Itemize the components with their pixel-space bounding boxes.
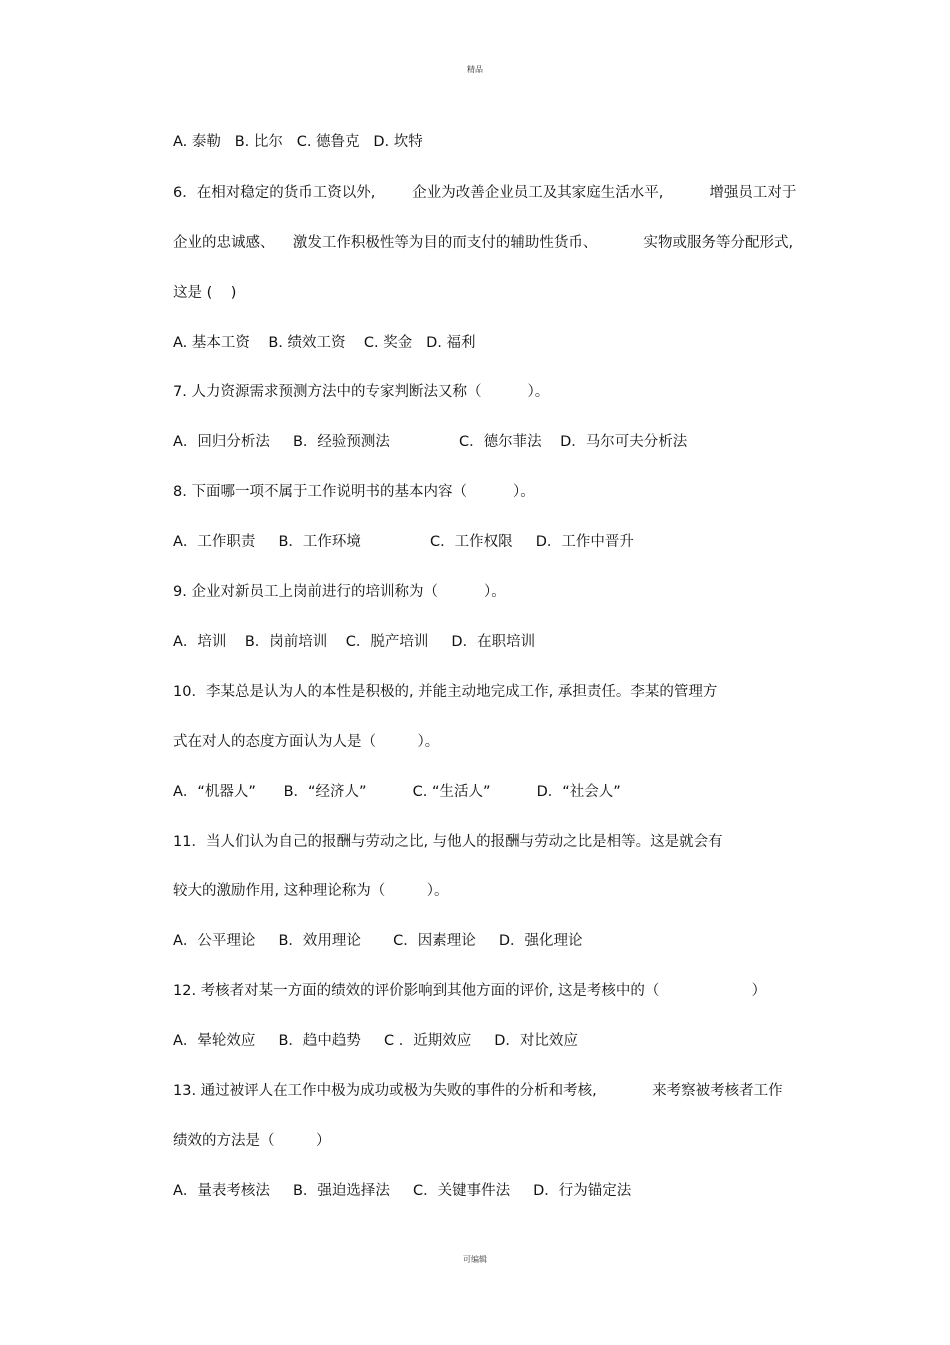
question-13-stem-line-2: 绩效的方法是（ ） xyxy=(173,1133,331,1149)
question-11-stem-line-1: 11．当人们认为自己的报酬与劳动之比, 与他人的报酬与劳动之比是相等。这是就会有 xyxy=(173,834,723,850)
question-10-stem-line-1: 10．李某总是认为人的本性是积极的, 并能主动地完成工作, 承担责任。李某的管理方 xyxy=(173,684,718,700)
question-8-stem: 8. 下面哪一项不属于工作说明书的基本内容（ ）。 xyxy=(173,484,535,500)
page-header: 精品 xyxy=(467,65,483,74)
question-12-options: A．晕轮效应 B．趋中趋势 C ．近期效应 D．对比效应 xyxy=(173,1033,578,1049)
question-11-stem-line-2: 较大的激励作用, 这种理论称为（ ）。 xyxy=(173,883,449,899)
question-13-stem-line-1: 13. 通过被评人在工作中极为成功或极为失败的事件的分析和考核, 来考察被考核者工作 xyxy=(173,1083,783,1099)
question-9-options: A．培训 B．岗前培训 C．脱产培训 D．在职培训 xyxy=(173,634,536,650)
question-6-stem-line-3: 这是 ( ) xyxy=(173,285,237,301)
question-6-stem-line-2: 企业的忠诚感、 激发工作积极性等为目的而支付的辅助性货币、 实物或服务等分配形式, xyxy=(173,235,794,251)
question-12-stem: 12. 考核者对某一方面的绩效的评价影响到其他方面的评价, 这是考核中的（ ） xyxy=(173,983,767,999)
question-7-options: A．回归分析法 B．经验预测法 C．德尔菲法 D．马尔可夫分析法 xyxy=(173,434,688,450)
page-footer: 可编辑 xyxy=(463,1255,487,1264)
question-10-stem-line-2: 式在对人的态度方面认为人是（ ）。 xyxy=(173,734,440,750)
question-6-stem-line-1: 6．在相对稳定的货币工资以外, 企业为改善企业员工及其家庭生活水平, 增强员工对于 xyxy=(173,185,797,201)
question-10-options: A．“机器人” B．“经济人” C. “生活人” D．“社会人” xyxy=(173,784,621,800)
question-6-options: A. 基本工资 B. 绩效工资 C. 奖金 D. 福利 xyxy=(173,335,476,351)
question-5-options: A. 泰勒 B. 比尔 C. 德鲁克 D. 坎特 xyxy=(173,134,423,150)
question-13-options: A．量表考核法 B．强迫选择法 C．关键事件法 D．行为锚定法 xyxy=(173,1183,632,1199)
question-11-options: A．公平理论 B．效用理论 C．因素理论 D．强化理论 xyxy=(173,933,583,949)
question-8-options: A．工作职责 B．工作环境 C．工作权限 D．工作中晋升 xyxy=(173,534,634,550)
question-9-stem: 9. 企业对新员工上岗前进行的培训称为（ ）。 xyxy=(173,584,506,600)
question-7-stem: 7. 人力资源需求预测方法中的专家判断法又称（ ）。 xyxy=(173,384,550,400)
